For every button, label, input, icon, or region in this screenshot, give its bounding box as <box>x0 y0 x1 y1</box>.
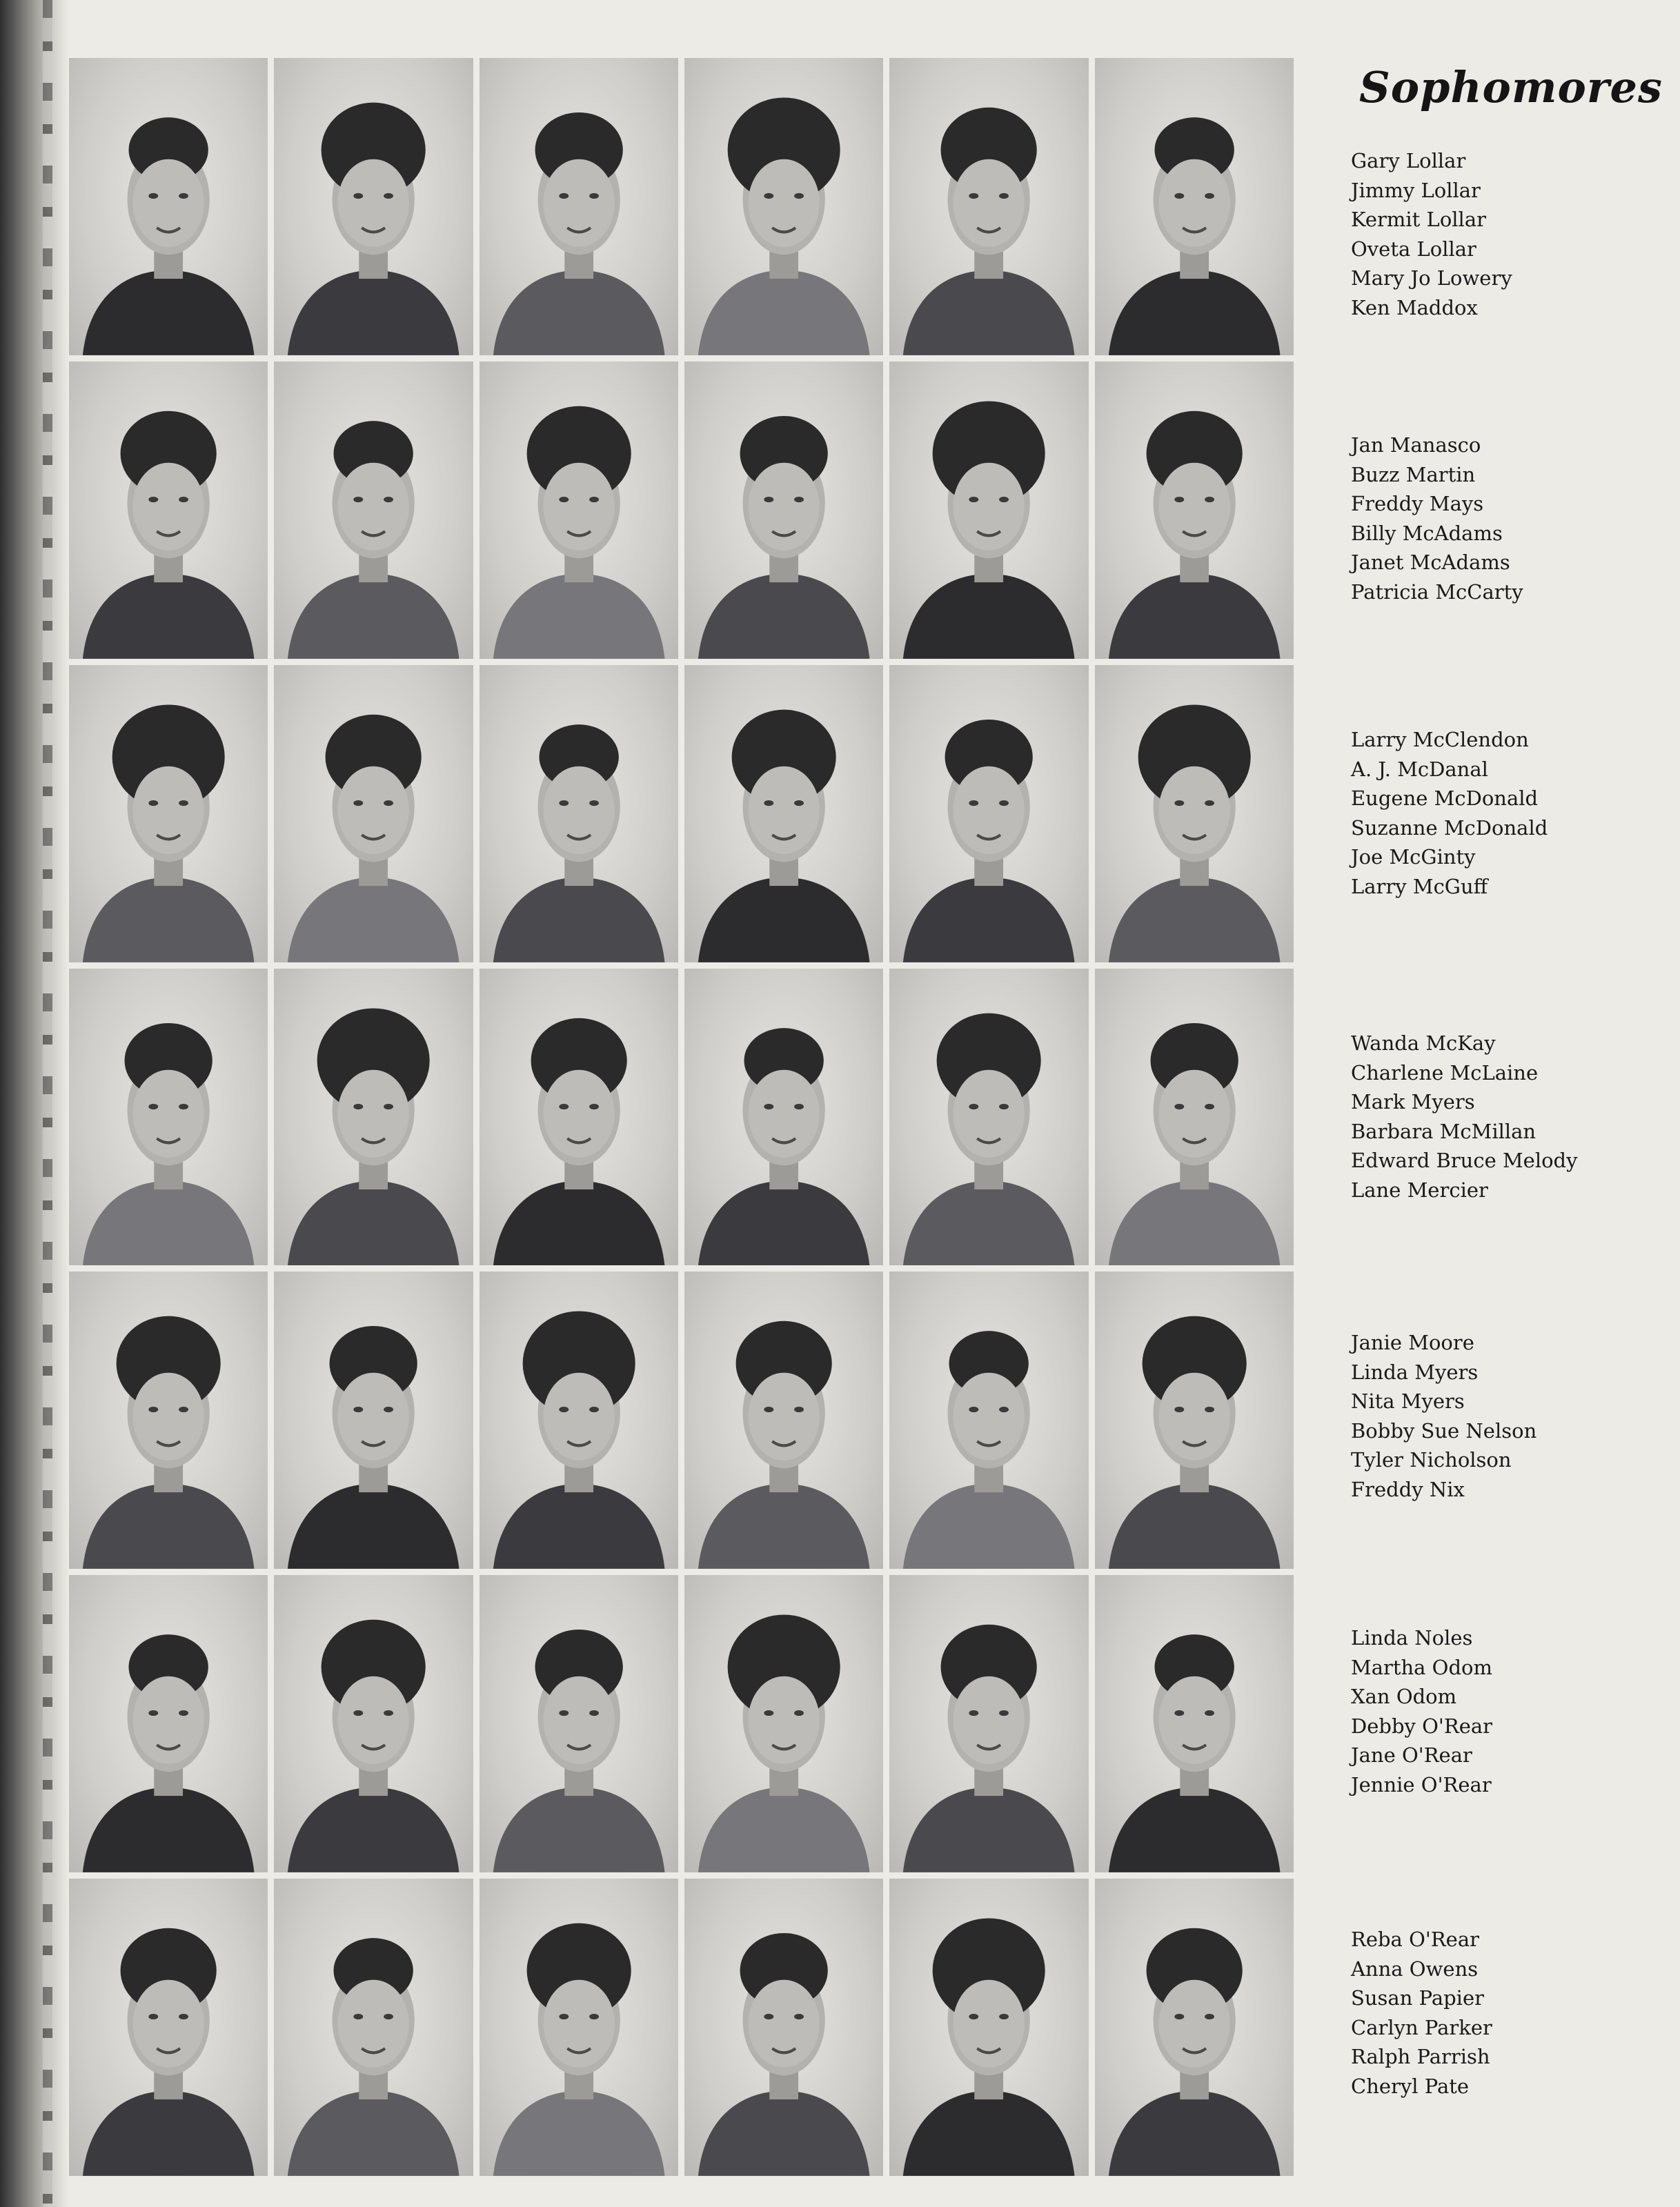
student-name: Tyler Nicholson <box>1351 1448 1512 1472</box>
student-name: Mary Jo Lowery <box>1351 266 1512 290</box>
student-name: Freddy Nix <box>1351 1477 1465 1501</box>
name-list-row-5 <box>1351 1328 1654 1504</box>
student-portrait <box>684 1271 883 1569</box>
student-portrait <box>69 1271 268 1569</box>
student-portrait <box>69 665 268 962</box>
student-name: Linda Myers <box>1351 1360 1479 1384</box>
student-name: Mark Myers <box>1351 1090 1475 1114</box>
student-name: Jane O'Rear <box>1351 1743 1472 1767</box>
student-portrait <box>274 58 473 355</box>
student-name: Debby O'Rear <box>1351 1714 1493 1738</box>
name-list-row-3 <box>1351 725 1654 901</box>
student-name: Bobby Sue Nelson <box>1351 1418 1537 1443</box>
student-portrait <box>274 665 473 962</box>
student-name: Susan Papier <box>1351 1986 1484 2010</box>
student-name: Jimmy Lollar <box>1351 178 1481 202</box>
student-name: Patricia McCarty <box>1351 580 1523 604</box>
student-portrait <box>1095 362 1294 659</box>
student-name: Kermit Lollar <box>1351 208 1486 231</box>
student-name: Charlene McLaine <box>1351 1060 1539 1085</box>
name-list-row-1 <box>1351 146 1654 322</box>
student-portrait <box>684 1575 883 1872</box>
student-name: Janie Moore <box>1351 1331 1474 1354</box>
student-portrait <box>480 665 678 962</box>
student-name: Barbara McMillan <box>1351 1119 1536 1143</box>
student-portrait <box>274 969 473 1266</box>
student-name: Nita Myers <box>1351 1389 1465 1413</box>
student-name: Freddy Mays <box>1351 492 1484 515</box>
student-name: Xan Odom <box>1351 1685 1457 1708</box>
student-name: Ralph Parrish <box>1351 2045 1490 2068</box>
page-title: Sophomores <box>1359 62 1663 112</box>
student-portrait <box>274 1271 473 1569</box>
book-gutter <box>0 0 69 2207</box>
student-name: Billy McAdams <box>1351 521 1503 545</box>
student-portrait <box>274 362 473 659</box>
student-portrait <box>684 362 883 659</box>
student-portrait <box>69 969 268 1266</box>
student-name: Wanda McKay <box>1351 1031 1496 1055</box>
student-portrait <box>1095 1879 1294 2176</box>
student-portrait <box>1095 1271 1294 1569</box>
student-portrait <box>889 969 1088 1266</box>
student-portrait <box>1095 969 1294 1266</box>
name-list-row-2 <box>1351 430 1654 606</box>
name-list-row-4 <box>1351 1029 1654 1205</box>
student-portrait <box>889 58 1088 355</box>
student-portrait <box>274 1879 473 2176</box>
student-portrait <box>274 1575 473 1872</box>
student-portrait <box>889 362 1088 659</box>
binding-edge <box>43 0 52 2207</box>
student-portrait <box>69 362 268 659</box>
student-portrait <box>1095 58 1294 355</box>
student-portrait <box>480 362 678 659</box>
student-name: Gary Lollar <box>1351 149 1466 172</box>
student-name: Joe McGinty <box>1351 845 1476 869</box>
student-name: Buzz Martin <box>1351 462 1476 486</box>
student-portrait <box>684 58 883 355</box>
student-portrait <box>889 1879 1088 2176</box>
student-name: Larry McClendon <box>1351 728 1529 751</box>
student-name: Linda Noles <box>1351 1626 1473 1650</box>
portrait-grid <box>69 58 1294 2176</box>
name-list-row-7 <box>1351 1925 1654 2101</box>
student-portrait <box>889 1575 1088 1872</box>
student-portrait <box>480 1575 678 1872</box>
student-portrait <box>684 665 883 962</box>
student-name: Edward Bruce Melody <box>1351 1149 1578 1172</box>
student-name: Lane Mercier <box>1351 1178 1488 1202</box>
student-portrait <box>480 58 678 355</box>
name-list-row-6 <box>1351 1623 1654 1799</box>
student-name: Larry McGuff <box>1351 874 1488 898</box>
student-portrait <box>684 1879 883 2176</box>
student-portrait <box>69 1879 268 2176</box>
student-name: Suzanne McDonald <box>1351 815 1548 840</box>
student-portrait <box>889 1271 1088 1569</box>
student-name: Cheryl Pate <box>1351 2074 1470 2098</box>
student-name: Eugene McDonald <box>1351 786 1539 810</box>
student-portrait <box>684 969 883 1266</box>
student-name: Anna Owens <box>1351 1957 1479 1981</box>
student-portrait <box>480 1271 678 1569</box>
student-name: Martha Odom <box>1351 1655 1492 1679</box>
student-name: Reba O'Rear <box>1351 1928 1479 1951</box>
student-portrait <box>480 969 678 1266</box>
student-portrait <box>69 58 268 355</box>
student-name: Carlyn Parker <box>1351 2015 1492 2039</box>
student-name: Oveta Lollar <box>1351 237 1476 261</box>
student-portrait <box>1095 1575 1294 1872</box>
student-name: Jan Manasco <box>1351 433 1481 457</box>
student-portrait <box>69 1575 268 1872</box>
student-portrait <box>1095 665 1294 962</box>
student-name: Jennie O'Rear <box>1351 1772 1492 1797</box>
student-name: Janet McAdams <box>1351 551 1510 574</box>
student-portrait <box>889 665 1088 962</box>
student-name: Ken Maddox <box>1351 295 1478 319</box>
student-name: A. J. McDanal <box>1351 757 1488 781</box>
student-portrait <box>480 1879 678 2176</box>
